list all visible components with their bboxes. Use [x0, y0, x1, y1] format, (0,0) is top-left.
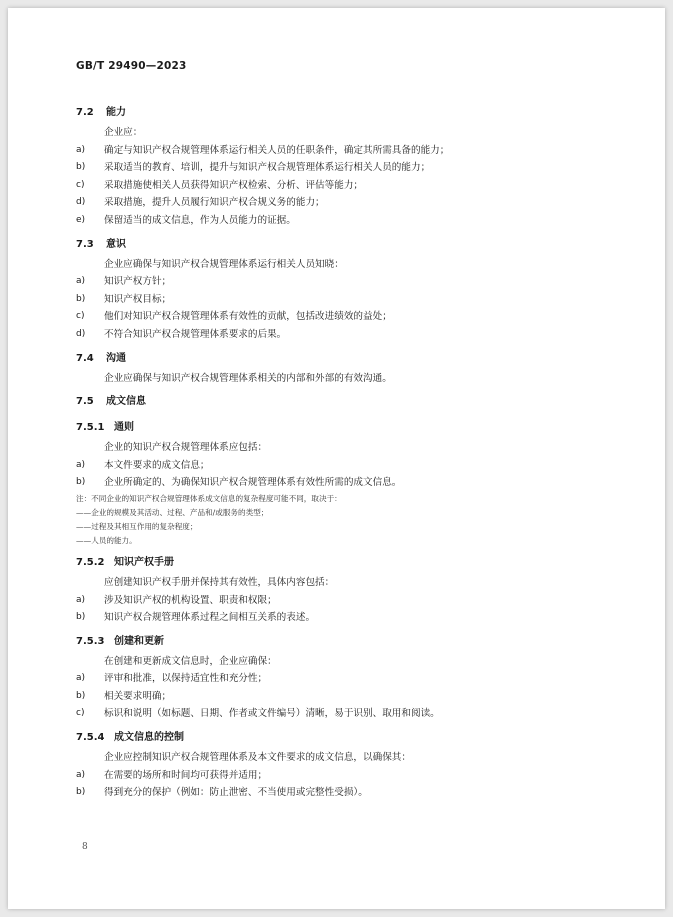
section-title: 能力 [106, 107, 126, 118]
section-7-2 [76, 102, 616, 230]
list-marker: a) [76, 594, 86, 605]
list-marker: e) [76, 214, 86, 225]
section-title: 创建和更新 [114, 635, 164, 647]
section-title: 通则 [114, 422, 134, 434]
list-item [76, 326, 616, 344]
list-text: 不符合知识产权合规管理体系要求的后果。 [104, 328, 287, 340]
list-item [76, 767, 616, 785]
section-7-5-3 [76, 631, 616, 723]
section-intro: 企业应： [104, 127, 143, 138]
list-marker: d) [76, 197, 86, 208]
document-page [8, 8, 665, 909]
section-intro: 企业应确保与知识产权合规管理体系相关的内部和外部的有效沟通。 [104, 372, 392, 384]
section-7-5-4 [76, 727, 616, 802]
list-text: 得到充分的保护（例如：防止泄密、不当使用或完整性受损）。 [104, 787, 368, 799]
section-heading [76, 348, 616, 370]
section-7-5 [76, 391, 616, 413]
list-marker: a) [76, 459, 86, 470]
list-marker: b) [76, 787, 86, 798]
note-line: 注：不同企业的知识产权合规管理体系成文信息的复杂程度可能不同，取决于： [76, 493, 342, 503]
list-text: 采取措施使相关人员获得知识产权检索、分析、评估等能力； [104, 179, 364, 191]
section-title: 成文信息 [106, 396, 146, 408]
list-text: 评审和批准，以保持适宜性和充分性； [104, 673, 268, 685]
list-text: 知识产权目标； [104, 293, 172, 305]
list-text: 涉及知识产权的机构设置、职责和权限； [104, 594, 277, 606]
section-heading [76, 552, 616, 574]
section-heading [76, 391, 616, 413]
list-marker: c) [76, 311, 85, 322]
list-text: 他们对知识产权合规管理体系有效性的贡献，包括改进绩效的益处； [104, 311, 392, 323]
list-text: 企业所确定的、为确保知识产权合规管理体系有效性所需的成文信息。 [104, 477, 402, 489]
section-number: 7.3 [76, 238, 94, 250]
list-text: 知识产权方针； [104, 276, 172, 288]
list-marker: b) [76, 690, 86, 701]
list-marker: c) [76, 179, 85, 190]
list-item [76, 670, 616, 688]
list-marker: a) [76, 276, 86, 287]
standard-number-header: GB/T 29490—2023 [76, 60, 187, 72]
section-heading [76, 417, 616, 439]
list-item [76, 474, 616, 492]
section-number: 7.5 [76, 396, 94, 408]
list-marker: b) [76, 612, 86, 623]
section-heading [76, 727, 616, 749]
list-item [76, 291, 616, 309]
note-line: ——企业的规模及其活动、过程、产品和/或服务的类型； [76, 507, 269, 517]
list-item [76, 592, 616, 610]
list-text: 相关要求明确； [104, 690, 172, 702]
list-item [76, 457, 616, 475]
list-text: 采取措施，提升人员履行知识产权合规义务的能力； [104, 197, 325, 209]
list-item [76, 705, 616, 723]
section-title: 意识 [106, 238, 126, 250]
list-item [76, 688, 616, 706]
section-heading [76, 631, 616, 653]
section-number: 7.5.2 [76, 556, 105, 568]
list-text: 标识和说明（如标题、日期、作者或文件编号）清晰，易于识别、取用和阅读。 [104, 708, 440, 720]
list-item [76, 784, 616, 802]
list-text: 本文件要求的成文信息； [104, 459, 210, 471]
list-item [76, 159, 616, 177]
section-intro: 应创建知识产权手册并保持其有效性，具体内容包括： [104, 576, 335, 588]
list-marker: d) [76, 328, 86, 339]
list-text: 确定与知识产权合规管理体系运行相关人员的任职条件，确定其所需具备的能力； [104, 144, 450, 156]
list-marker: c) [76, 708, 85, 719]
list-marker: b) [76, 293, 86, 304]
section-intro: 企业的知识产权合规管理体系应包括： [104, 442, 268, 454]
list-text: 在需要的场所和时间均可获得并适用； [104, 769, 268, 781]
section-heading [76, 102, 616, 124]
list-marker: a) [76, 769, 86, 780]
list-item [76, 177, 616, 195]
section-number: 7.4 [76, 352, 94, 364]
section-title: 知识产权手册 [114, 556, 174, 568]
list-item [76, 308, 616, 326]
list-marker: b) [76, 162, 86, 173]
list-marker: a) [76, 673, 86, 684]
section-heading [76, 234, 616, 256]
section-intro: 企业应确保与知识产权合规管理体系运行相关人员知晓： [104, 258, 344, 270]
note-line: ——过程及其相互作用的复杂程度； [76, 521, 198, 531]
section-number: 7.2 [76, 107, 94, 118]
list-marker: a) [76, 144, 86, 155]
section-number: 7.5.4 [76, 732, 105, 744]
section-title: 沟通 [106, 352, 126, 364]
section-title: 成文信息的控制 [114, 732, 184, 744]
list-item [76, 194, 616, 212]
list-marker: b) [76, 477, 86, 488]
section-7-4 [76, 348, 616, 388]
section-7-3 [76, 234, 616, 344]
section-7-5-1 [76, 417, 616, 548]
note-line: ——人员的能力。 [76, 535, 137, 545]
list-item [76, 142, 616, 160]
section-number: 7.5.3 [76, 635, 105, 647]
list-item [76, 212, 616, 230]
list-text: 保留适当的成文信息，作为人员能力的证据。 [104, 214, 296, 226]
section-7-5-2 [76, 552, 616, 627]
list-text: 知识产权合规管理体系过程之间相互关系的表述。 [104, 612, 316, 624]
section-intro: 企业应控制知识产权合规管理体系及本文件要求的成文信息，以确保其： [104, 752, 411, 764]
page-content [76, 98, 616, 802]
list-item [76, 273, 616, 291]
list-text: 采取适当的教育、培训，提升与知识产权合规管理体系运行相关人员的能力； [104, 162, 431, 174]
list-item [76, 609, 616, 627]
section-number: 7.5.1 [76, 422, 105, 434]
page-number: 8 [82, 842, 88, 852]
section-intro: 在创建和更新成文信息时，企业应确保： [104, 655, 277, 667]
